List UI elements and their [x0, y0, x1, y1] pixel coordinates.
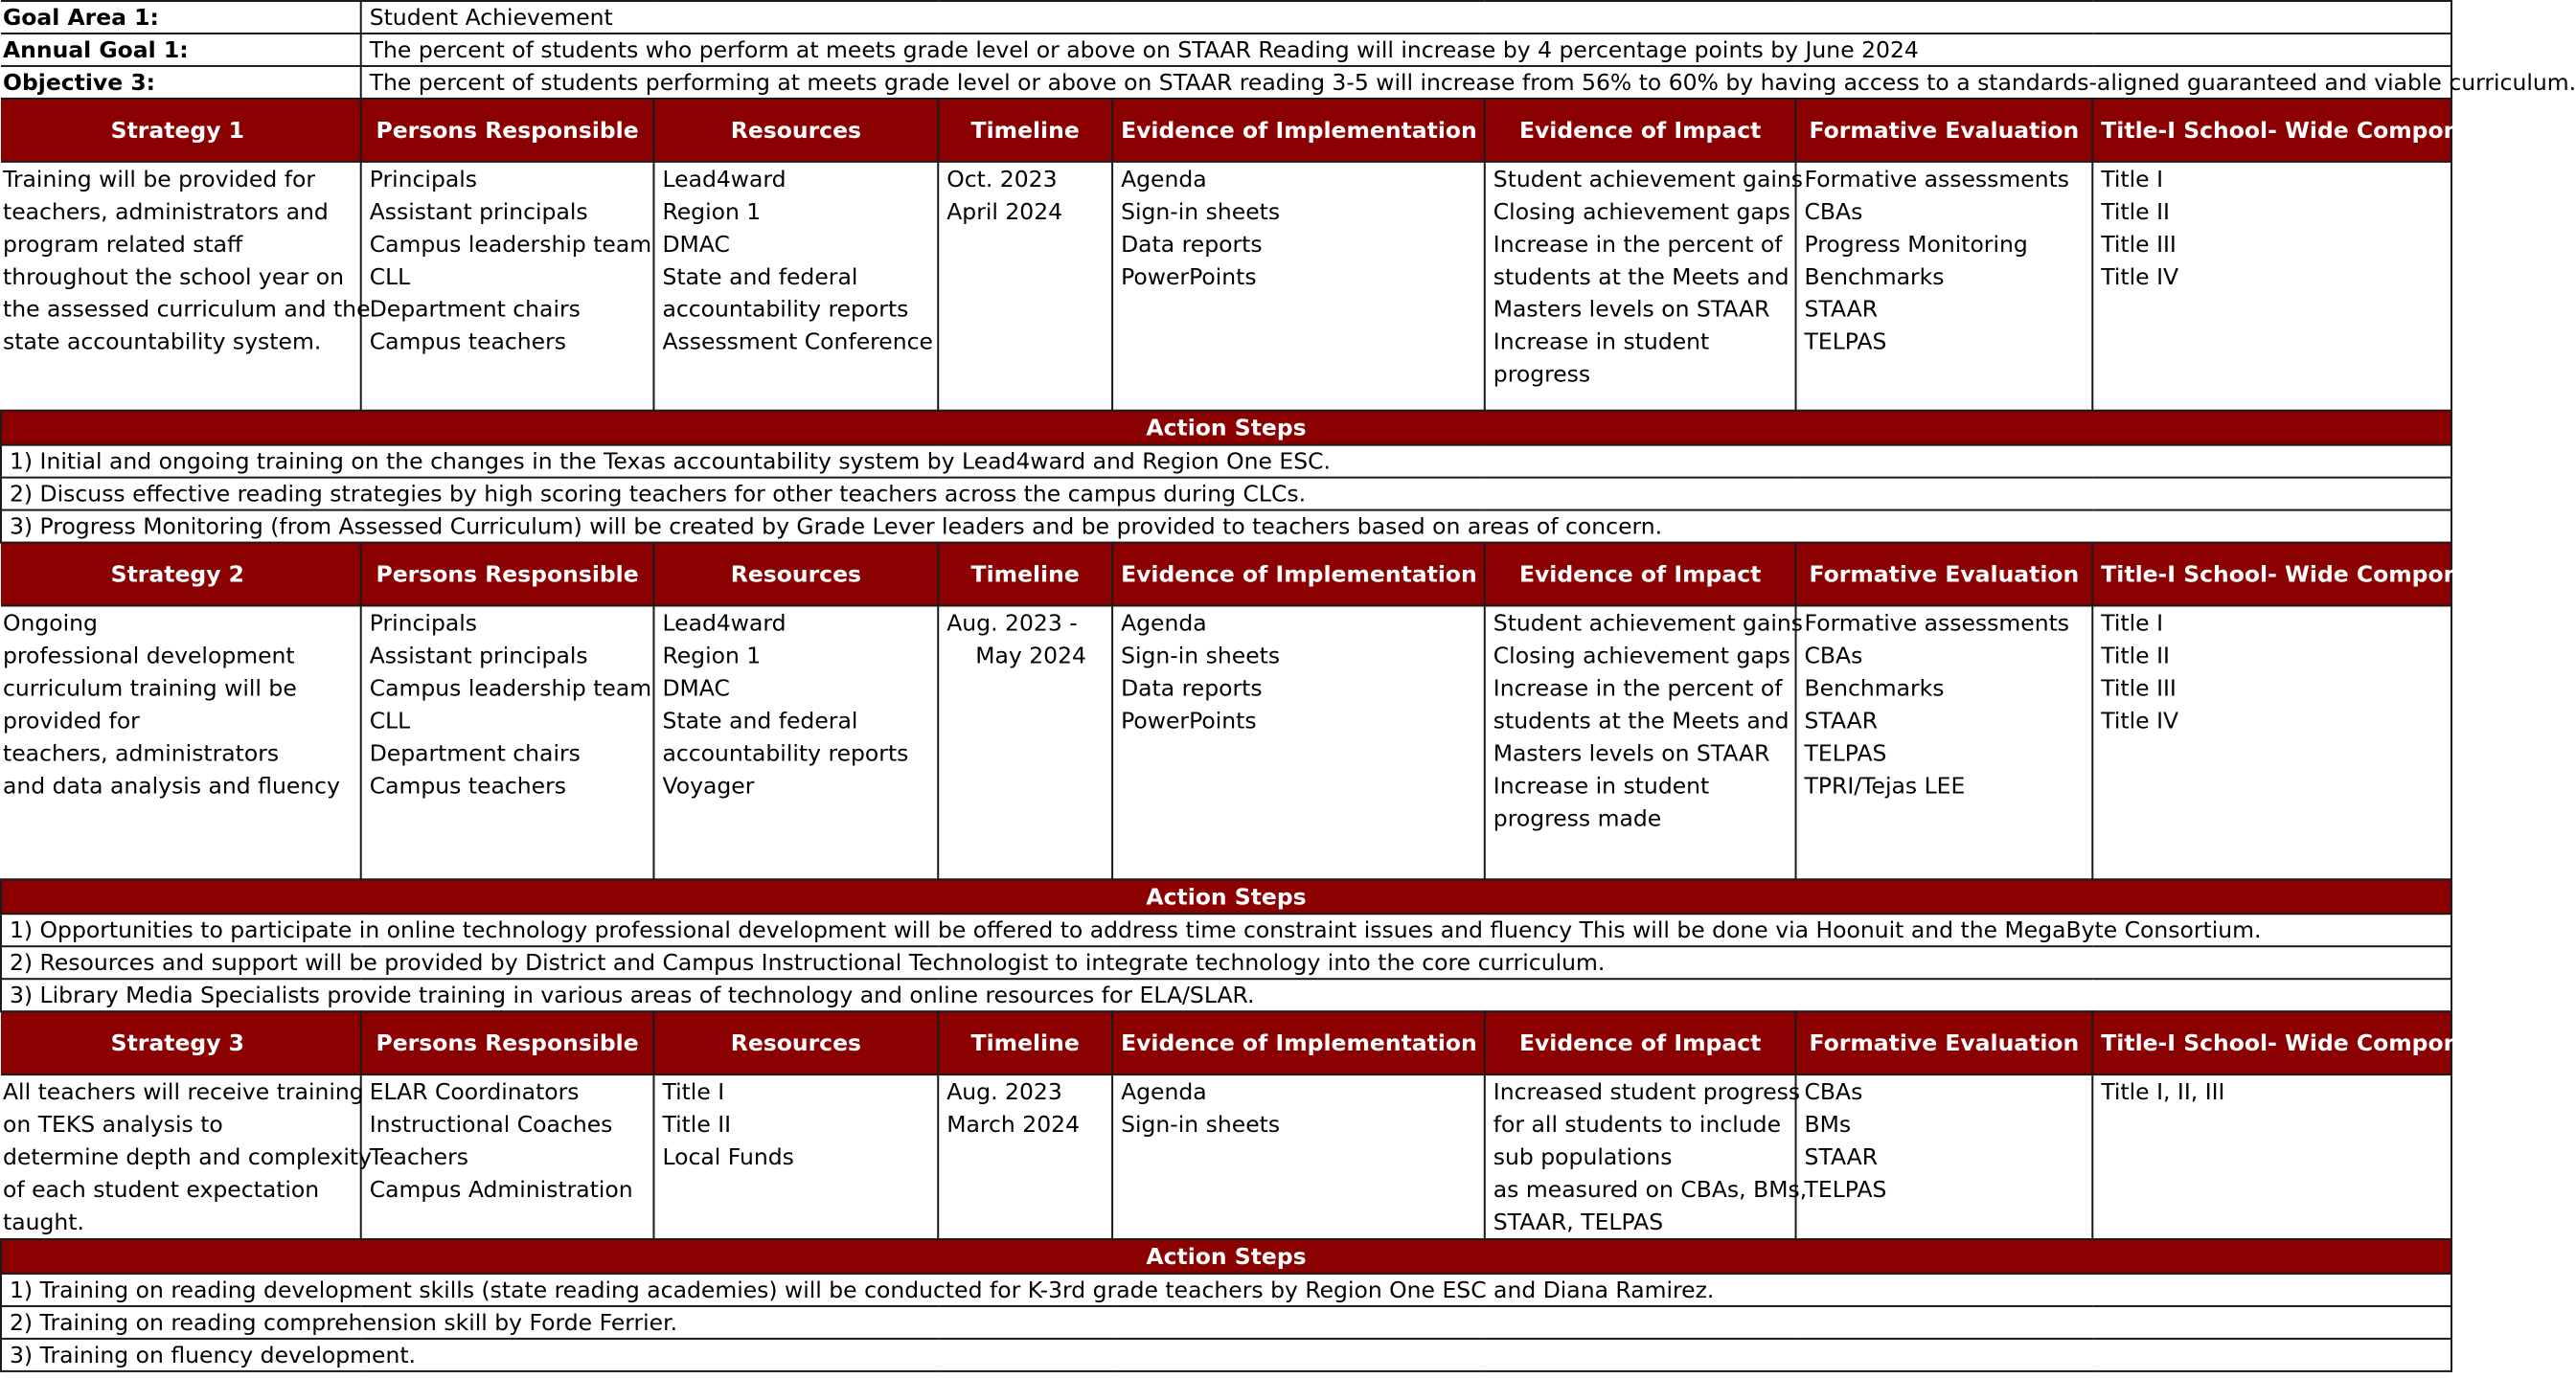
strategy-description-line: curriculum training will be: [2, 674, 297, 702]
formative-evaluation-line: STAAR: [1804, 295, 1879, 323]
strategy-name-header: Strategy 2: [1, 543, 361, 606]
evidence-of-impact-line: sub populations: [1493, 1143, 1673, 1171]
formative-evaluation-line: TELPAS: [1804, 328, 1887, 355]
evidence-of-impact-line: Increase in student: [1493, 772, 1710, 800]
action-step-row: [1, 914, 2451, 946]
timeline-header: Timeline: [938, 1011, 1112, 1074]
resources-line: State and federal: [662, 707, 858, 735]
objective-row: [1, 66, 2451, 99]
evidence-of-implementation-header: Evidence of Implementation: [1112, 1011, 1485, 1074]
strategy-detail-row: [1, 162, 2451, 411]
resources-header: Resources: [653, 1011, 938, 1074]
title-component-cell: [2092, 162, 2451, 411]
objective-label: Objective 3:: [1, 66, 361, 99]
action-step: 2) Discuss effective reading strategies by high scoring teachers for other teachers across the campus during CLCs.: [1, 478, 2451, 510]
action-step: 3) Progress Monitoring (from Assessed Curriculum) will be created by Grade Lever leaders and be provided to teachers based on areas of concern.: [1, 510, 2451, 543]
persons-responsible-line: Campus teachers: [369, 772, 567, 800]
timeline-line: Aug. 2023 -: [946, 609, 1078, 637]
evidence-of-implementation-line: Sign-in sheets: [1121, 197, 1281, 225]
evidence-of-impact-line: Increase in the percent of: [1493, 230, 1783, 258]
evidence-of-implementation-cell: [1112, 162, 1485, 411]
persons-responsible-header: Persons Responsible: [361, 99, 654, 162]
resources-cell: [653, 606, 938, 880]
evidence-of-impact-line: Increase in student: [1493, 328, 1710, 355]
resources-line: Assessment Conference: [662, 328, 933, 355]
strategy-description-line: program related staff: [2, 230, 243, 258]
title-component-line: Title III: [2101, 674, 2177, 702]
timeline-line: May 2024: [975, 642, 1086, 669]
action-steps-header: Action Steps: [1, 1239, 2451, 1274]
resources-line: State and federal: [662, 262, 858, 290]
persons-responsible-line: Campus leadership team: [369, 674, 652, 702]
timeline-line: April 2024: [946, 197, 1063, 225]
evidence-of-implementation-cell: [1112, 606, 1485, 880]
persons-responsible-line: ELAR Coordinators: [369, 1078, 580, 1106]
evidence-of-impact-cell: [1485, 1074, 1808, 1239]
timeline-line: Oct. 2023: [946, 165, 1058, 192]
evidence-of-impact-line: Closing achievement gaps: [1493, 197, 1790, 225]
strategy-header-row: [1, 1011, 2451, 1074]
formative-evaluation-cell: [1796, 162, 2093, 411]
title-component-line: Title II: [2101, 197, 2170, 225]
formative-evaluation-line: BMs: [1804, 1111, 1852, 1139]
persons-responsible-header: Persons Responsible: [361, 1011, 654, 1074]
evidence-of-impact-line: Masters levels on STAAR: [1493, 295, 1770, 323]
evidence-of-impact-line: students at the Meets and: [1493, 707, 1790, 735]
persons-responsible-line: CLL: [369, 262, 411, 290]
title-component-cell: [2092, 1074, 2451, 1239]
strategy-header-row: [1, 99, 2451, 162]
evidence-of-implementation-line: Sign-in sheets: [1121, 642, 1281, 669]
strategy-description-cell: [1, 162, 371, 411]
formative-evaluation-cell: [1796, 1074, 2093, 1239]
persons-responsible-cell: [361, 162, 654, 411]
strategy-detail-row: [1, 606, 2451, 880]
timeline-header: Timeline: [938, 99, 1112, 162]
formative-evaluation-line: CBAs: [1804, 197, 1863, 225]
timeline-header: Timeline: [938, 543, 1112, 606]
evidence-of-impact-line: Increased student progress: [1493, 1078, 1801, 1106]
timeline-cell: [938, 606, 1112, 880]
evidence-of-impact-line: Increase in the percent of: [1493, 674, 1783, 702]
formative-evaluation-line: STAAR: [1804, 1143, 1879, 1171]
evidence-of-impact-line: progress: [1493, 360, 1591, 388]
formative-evaluation-cell: [1796, 606, 2093, 880]
evidence-of-impact-line: Masters levels on STAAR: [1493, 739, 1770, 767]
title-component-line: Title I, II, III: [2101, 1078, 2225, 1106]
evidence-of-implementation-header: Evidence of Implementation: [1112, 99, 1485, 162]
strategy-description-line: professional development: [2, 642, 295, 669]
evidence-of-implementation-line: Data reports: [1121, 674, 1263, 702]
resources-line: Title I: [662, 1078, 725, 1106]
title-component-line: Title III: [2101, 230, 2177, 258]
action-step-row: [1, 946, 2451, 979]
resources-line: DMAC: [662, 230, 730, 258]
evidence-of-implementation-line: PowerPoints: [1121, 262, 1257, 290]
persons-responsible-cell: [361, 606, 654, 880]
evidence-of-implementation-line: Agenda: [1121, 609, 1207, 637]
strategy-description-line: on TEKS analysis to: [2, 1111, 223, 1139]
resources-header: Resources: [653, 543, 938, 606]
timeline-cell: [938, 1074, 1112, 1239]
evidence-of-implementation-line: Agenda: [1121, 1078, 1207, 1106]
evidence-of-impact-line: progress made: [1493, 804, 1662, 832]
title-component-line: Title II: [2101, 642, 2170, 669]
strategy-description-line: teachers, administrators and: [2, 197, 329, 225]
action-steps-header-row: [1, 879, 2451, 914]
strategy-description-line: and data analysis and fluency: [2, 772, 340, 800]
persons-responsible-line: Instructional Coaches: [369, 1111, 613, 1139]
persons-responsible-line: Campus Administration: [369, 1176, 633, 1204]
strategy-description-cell: [1, 606, 361, 880]
action-step: 1) Training on reading development skills (state reading academies) will be conducted for K-3rd grade teachers by Region One ESC and Diana Ramirez.: [1, 1274, 2451, 1306]
resources-line: Lead4ward: [662, 609, 786, 637]
evidence-of-impact-line: Student achievement gains: [1493, 609, 1803, 637]
strategy-description-cell: [1, 1074, 373, 1239]
evidence-of-impact-line: students at the Meets and: [1493, 262, 1790, 290]
evidence-of-implementation-line: PowerPoints: [1121, 707, 1257, 735]
action-step-row: [1, 1339, 2451, 1371]
resources-line: Region 1: [662, 642, 762, 669]
resources-line: Local Funds: [662, 1143, 794, 1171]
evidence-of-implementation-line: Sign-in sheets: [1121, 1111, 1281, 1139]
formative-evaluation-header: Formative Evaluation: [1796, 543, 2093, 606]
title-component-header: Title-I School- Wide Component: [2092, 1011, 2451, 1074]
strategy-description-line: All teachers will receive training: [2, 1078, 364, 1106]
strategy-detail-row: [1, 1074, 2451, 1239]
action-step-row: [1, 979, 2451, 1011]
resources-line: DMAC: [662, 674, 730, 702]
resources-header: Resources: [653, 99, 938, 162]
resources-line: Lead4ward: [662, 165, 786, 192]
action-step: 2) Training on reading comprehension skill by Forde Ferrier.: [1, 1306, 2451, 1339]
evidence-of-implementation-line: Data reports: [1121, 230, 1263, 258]
annual-goal-value: The percent of students who perform at meets grade level or above on STAAR Reading will increase by 4 percentage points by June 2024: [361, 34, 2451, 66]
strategy-description-line: provided for: [2, 707, 140, 735]
formative-evaluation-line: Progress Monitoring: [1804, 230, 2028, 258]
evidence-of-impact-line: Closing achievement gaps: [1493, 642, 1790, 669]
persons-responsible-line: Department chairs: [369, 295, 581, 323]
resources-line: Voyager: [662, 772, 755, 800]
persons-responsible-line: Campus teachers: [369, 328, 567, 355]
persons-responsible-header: Persons Responsible: [361, 543, 654, 606]
formative-evaluation-line: Benchmarks: [1804, 262, 1945, 290]
timeline-cell: [938, 162, 1112, 411]
strategy-description-line: state accountability system.: [2, 328, 322, 355]
formative-evaluation-line: TPRI/Tejas LEE: [1804, 772, 1966, 800]
evidence-of-impact-line: for all students to include: [1493, 1111, 1782, 1139]
formative-evaluation-line: Formative assessments: [1804, 165, 2070, 192]
evidence-of-impact-cell: [1485, 162, 1803, 411]
action-step: 1) Initial and ongoing training on the changes in the Texas accountability system by Lead4ward and Region One ESC.: [1, 445, 2451, 478]
resources-line: Region 1: [662, 197, 762, 225]
persons-responsible-line: Campus leadership team: [369, 230, 652, 258]
action-steps-header-row: [1, 411, 2451, 445]
action-step-row: [1, 510, 2451, 543]
evidence-of-impact-header: Evidence of Impact: [1485, 543, 1796, 606]
action-step: 3) Training on fluency development.: [1, 1339, 2451, 1371]
strategy-name-header: Strategy 1: [1, 99, 361, 162]
persons-responsible-line: CLL: [369, 707, 411, 735]
strategy-description-line: determine depth and complexity: [2, 1143, 373, 1171]
strategy-description-line: Ongoing: [2, 609, 98, 637]
strategy-header-row: [1, 543, 2451, 606]
persons-responsible-line: Assistant principals: [369, 197, 588, 225]
resources-line: accountability reports: [662, 295, 909, 323]
formative-evaluation-line: CBAs: [1804, 642, 1863, 669]
title-component-header: Title-I School- Wide Component: [2092, 543, 2451, 606]
action-steps-header: Action Steps: [1, 411, 2451, 445]
goal-area-value: Student Achievement: [361, 1, 2451, 34]
strategy-description-line: teachers, administrators: [2, 739, 280, 767]
persons-responsible-line: Teachers: [369, 1143, 469, 1171]
evidence-of-impact-line: as measured on CBAs, BMs,: [1493, 1176, 1808, 1204]
action-step-row: [1, 1274, 2451, 1306]
strategy-description-line: of each student expectation: [2, 1176, 320, 1204]
title-component-line: Title IV: [2101, 707, 2179, 735]
evidence-of-impact-line: STAAR, TELPAS: [1493, 1209, 1664, 1235]
resources-cell: [653, 162, 938, 411]
evidence-of-impact-header: Evidence of Impact: [1485, 1011, 1796, 1074]
formative-evaluation-header: Formative Evaluation: [1796, 1011, 2093, 1074]
formative-evaluation-line: TELPAS: [1804, 739, 1887, 767]
title-component-header: Title-I School- Wide Component: [2092, 99, 2451, 162]
action-step-row: [1, 1306, 2451, 1339]
goal-area-label: Goal Area 1:: [1, 1, 361, 34]
evidence-of-impact-line: Student achievement gains: [1493, 165, 1803, 192]
action-step: 1) Opportunities to participate in online technology professional development will be offered to address time constraint issues and fluency This will be done via Hoonuit and the MegaByte Consortium.: [1, 914, 2451, 946]
persons-responsible-line: Principals: [369, 609, 478, 637]
timeline-line: Aug. 2023: [946, 1078, 1062, 1106]
action-steps-header: Action Steps: [1, 879, 2451, 914]
strategy-description-line: the assessed curriculum and the: [2, 295, 371, 323]
resources-line: accountability reports: [662, 739, 909, 767]
goal-area-row: [1, 1, 2451, 34]
strategy-name-header: Strategy 3: [1, 1011, 361, 1074]
formative-evaluation-line: Benchmarks: [1804, 674, 1945, 702]
action-step-row: [1, 478, 2451, 510]
action-step: 3) Library Media Specialists provide training in various areas of technology and online resources for ELA/SLAR.: [1, 979, 2451, 1011]
formative-evaluation-line: TELPAS: [1804, 1176, 1887, 1204]
annual-goal-row: [1, 34, 2451, 66]
persons-responsible-line: Assistant principals: [369, 642, 588, 669]
title-component-line: Title I: [2101, 165, 2164, 192]
strategy-description-line: taught.: [2, 1209, 84, 1235]
action-step-row: [1, 445, 2451, 478]
formative-evaluation-line: CBAs: [1804, 1078, 1863, 1106]
persons-responsible-line: Department chairs: [369, 739, 581, 767]
resources-line: Title II: [662, 1111, 732, 1139]
evidence-of-implementation-line: Agenda: [1121, 165, 1207, 192]
strategy-description-line: throughout the school year on: [2, 262, 345, 290]
timeline-line: March 2024: [946, 1111, 1081, 1139]
formative-evaluation-line: Formative assessments: [1804, 609, 2070, 637]
resources-cell: [653, 1074, 938, 1239]
strategy-description-line: Training will be provided for: [2, 165, 316, 192]
evidence-of-impact-header: Evidence of Impact: [1485, 99, 1796, 162]
action-step: 2) Resources and support will be provided by District and Campus Instructional Technologist to integrate technology into the core curriculum.: [1, 946, 2451, 979]
action-steps-header-row: [1, 1239, 2451, 1274]
formative-evaluation-line: STAAR: [1804, 707, 1879, 735]
evidence-of-implementation-header: Evidence of Implementation: [1112, 543, 1485, 606]
persons-responsible-cell: [361, 1074, 654, 1239]
title-component-cell: [2092, 606, 2451, 880]
annual-goal-label: Annual Goal 1:: [1, 34, 361, 66]
objective-value: The percent of students performing at meets grade level or above on STAAR reading 3-5 will increase from 56% to 60% by having access to a standards-aligned guaranteed and viable curriculum.: [361, 66, 2451, 99]
persons-responsible-line: Principals: [369, 165, 478, 192]
title-component-line: Title IV: [2101, 262, 2179, 290]
evidence-of-implementation-cell: [1112, 1074, 1485, 1239]
title-component-line: Title I: [2101, 609, 2164, 637]
evidence-of-impact-cell: [1485, 606, 1803, 880]
formative-evaluation-header: Formative Evaluation: [1796, 99, 2093, 162]
